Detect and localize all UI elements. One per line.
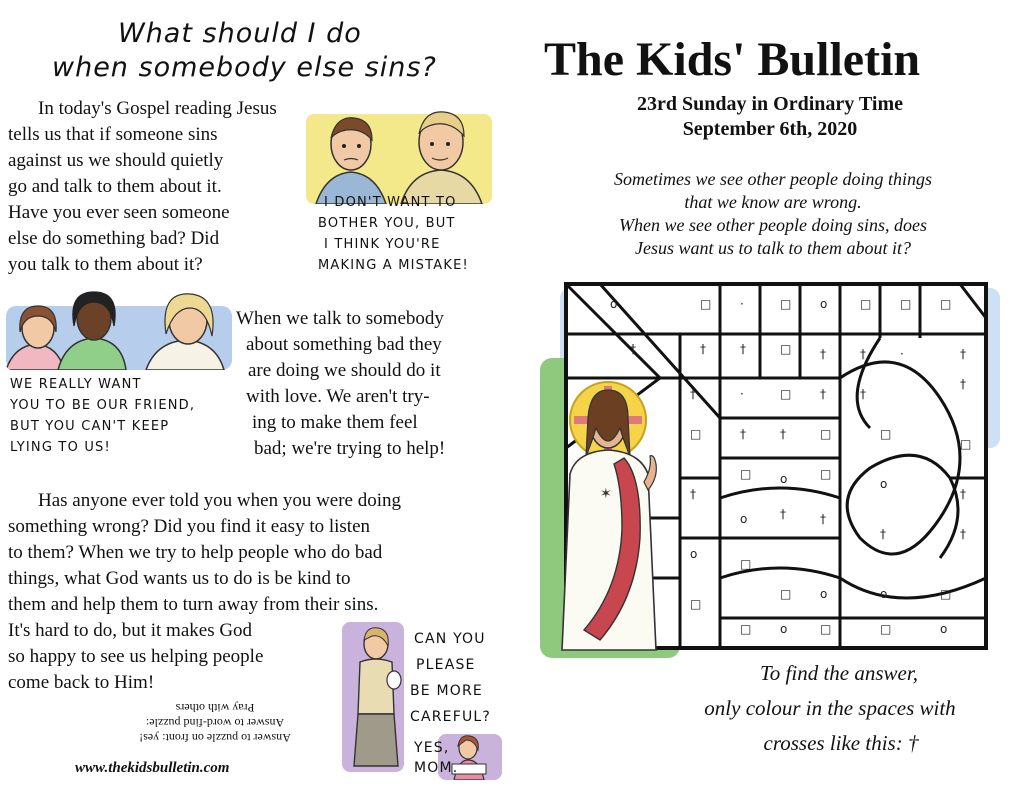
- svg-text:·: ·: [740, 297, 744, 311]
- two-boys-illustration: [306, 104, 492, 204]
- heading-line-2: when somebody else sins?: [52, 52, 437, 83]
- svg-text:o: o: [690, 547, 698, 561]
- svg-text:□: □: [820, 622, 832, 636]
- svg-text:†: †: [690, 487, 696, 501]
- caption-yes-mom: YES, MOM.: [414, 740, 459, 776]
- svg-text:□: □: [880, 622, 892, 636]
- svg-text:†: †: [780, 427, 786, 441]
- caption-please-be-careful: CAN YOU PLEASE BE MORE CAREFUL?: [410, 631, 492, 725]
- svg-text:†: †: [960, 527, 966, 541]
- svg-text:†: †: [820, 512, 826, 526]
- upside-down-answers: Answer to puzzle on front: yes! Answer to word-find puzzle: Pray with others: [139, 701, 291, 745]
- svg-text:†: †: [880, 527, 886, 541]
- svg-text:□: □: [960, 437, 972, 451]
- svg-text:□: □: [820, 467, 832, 481]
- svg-text:□: □: [780, 587, 792, 601]
- svg-text:†: †: [740, 342, 746, 356]
- svg-text:✶: ✶: [600, 487, 612, 502]
- svg-text:†: †: [960, 347, 966, 361]
- svg-text:□: □: [780, 297, 792, 311]
- svg-text:†: †: [740, 427, 746, 441]
- svg-text:·: ·: [740, 387, 744, 401]
- svg-text:†: †: [780, 507, 786, 521]
- svg-text:□: □: [780, 387, 792, 401]
- caption-dont-want-to-bother: I DON'T WANT TO BOTHER YOU, BUT I THINK YOU'RE MAKING A MISTAKE!: [318, 195, 469, 273]
- svg-text:o: o: [740, 512, 748, 526]
- svg-text:□: □: [820, 427, 832, 441]
- intro-text: Sometimes we see other people doing things that we know are wrong. When we see other people doing sins, does Jesus want us to talk to them about it?: [614, 169, 932, 258]
- svg-text:□: □: [700, 297, 712, 311]
- svg-text:o: o: [880, 477, 888, 491]
- svg-text:o: o: [780, 472, 788, 486]
- svg-text:†: †: [630, 342, 636, 356]
- website-url[interactable]: www.thekidsbulletin.com: [75, 760, 230, 776]
- instructions-text: To find the answer, only colour in the spaces with crosses like this: †: [704, 661, 956, 755]
- jesus-figure: [562, 382, 656, 650]
- svg-text:□: □: [690, 597, 702, 611]
- svg-text:o: o: [610, 297, 618, 311]
- svg-text:□: □: [940, 587, 952, 601]
- paragraph-hard-to-do: It's hard to do, but it makes God so happy to see us helping people come back to Him!: [8, 620, 264, 693]
- heading-line-1: What should I do: [118, 18, 362, 49]
- svg-text:□: □: [940, 297, 952, 311]
- paragraph-with-love: When we talk to somebody about something bad they are doing we should do it with love. We aren't try- ing to make them feel bad; we're trying to help!: [236, 308, 446, 459]
- svg-text:□: □: [860, 297, 872, 311]
- svg-text:□: □: [740, 467, 752, 481]
- paragraph-anyone-told-you: Has anyone ever told you when you were doing something wrong? Did you find it easy to listen to them? When we try to help people who do bad things, what God wants us to do is be kind to them and help them to turn away from their sins.: [8, 490, 402, 615]
- svg-text:□: □: [900, 297, 912, 311]
- svg-text:□: □: [880, 427, 892, 441]
- date-subtitle: September 6th, 2020: [682, 118, 858, 140]
- svg-text:·: ·: [900, 347, 904, 361]
- svg-text:†: †: [820, 387, 826, 401]
- svg-text:o: o: [940, 622, 948, 636]
- three-girls-illustration: [6, 286, 232, 370]
- svg-text:o: o: [820, 297, 828, 311]
- svg-text:□: □: [740, 622, 752, 636]
- paragraph-gospel: In today's Gospel reading Jesus tells us that if someone sins against us we should quietly go and talk to them about it. Have you ever seen someone else do something bad? Did you talk to them about it?: [8, 98, 277, 275]
- svg-text:†: †: [860, 387, 866, 401]
- svg-text:†: †: [690, 387, 696, 401]
- svg-text:□: □: [690, 427, 702, 441]
- svg-text:□: □: [740, 557, 752, 571]
- svg-text:o: o: [880, 587, 888, 601]
- svg-text:†: †: [820, 347, 826, 361]
- svg-text:†: †: [960, 377, 966, 391]
- svg-text:o: o: [820, 587, 828, 601]
- svg-text:o: o: [780, 622, 788, 636]
- svg-text:†: †: [960, 487, 966, 501]
- svg-text:†: †: [860, 347, 866, 361]
- sunday-subtitle: 23rd Sunday in Ordinary Time: [637, 93, 903, 115]
- svg-text:†: †: [700, 342, 706, 356]
- bulletin-title: The Kids' Bulletin: [544, 33, 921, 86]
- svg-text:□: □: [780, 342, 792, 356]
- cross-symbol-example: †: [907, 731, 919, 755]
- colouring-puzzle: [540, 278, 1000, 658]
- caption-really-want-friend: WE REALLY WANT YOU TO BE OUR FRIEND, BUT YOU CAN'T KEEP LYING TO US!: [10, 377, 196, 455]
